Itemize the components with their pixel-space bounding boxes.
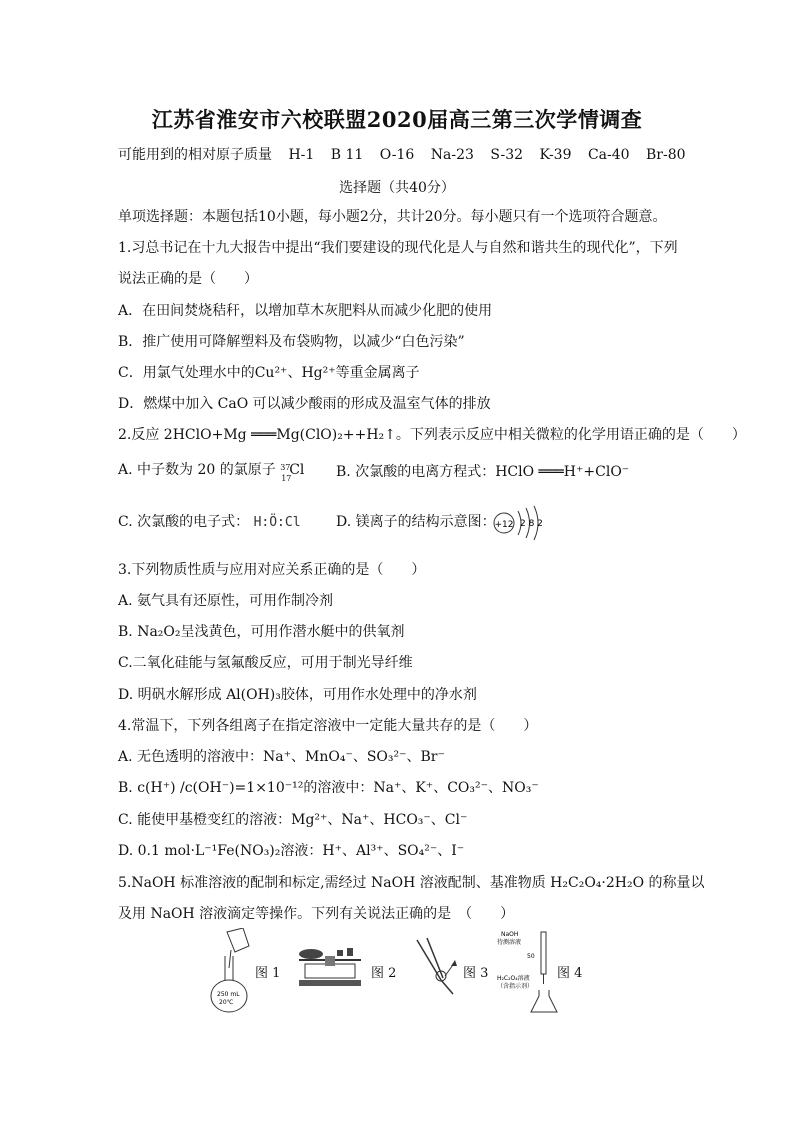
q2-option-c — [118, 513, 301, 532]
burette-label-solution: 待测溶液 — [497, 939, 522, 946]
figure-4-label: 图 4 — [557, 966, 583, 981]
balance-figure — [295, 946, 365, 996]
nucleus-charge: +12 — [494, 520, 514, 530]
q1-stem-2: 说法正确的是（ ） — [118, 271, 258, 287]
q4-option-c: C. 能使甲基橙变红的溶液：Mg²⁺、Na⁺、HCO₃⁻、Cl⁻ — [118, 812, 468, 828]
q5-figures — [205, 928, 605, 1018]
q2-option-d-text: D. 镁离子的结构示意图： — [336, 514, 496, 530]
burette-label-naoh: NaOH — [501, 931, 519, 938]
conical-label-solution: H₂C₂O₄溶液 — [497, 975, 530, 982]
figure-1-label: 图 1 — [255, 966, 281, 981]
burette-reading: 50 — [527, 953, 535, 960]
q1-option-c: C．用氯气处理水中的Cu²⁺、Hg²⁺等重金属离子 — [118, 365, 420, 381]
q4-option-a: A. 无色透明的溶液中：Na⁺、MnO₄⁻、SO₃²⁻、Br⁻ — [118, 749, 445, 765]
q1-stem-1: 1.习总书记在十九大报告中提出“我们要建设的现代化是人与自然和谐共生的现代化”，下列 — [118, 240, 678, 256]
flask-volume-label: 250 mL — [217, 991, 240, 998]
q2-option-a-text: A. 中子数为 20 的氯原子 — [118, 462, 276, 478]
electron-shells: 2 8 2 — [520, 519, 543, 529]
q3-option-c: C.二氧化硅能与氢氟酸反应，可用于制光导纤维 — [118, 655, 413, 671]
isotope-atomic-number: 17 — [281, 474, 292, 483]
mass-k: K-39 — [539, 147, 572, 163]
electron-formula: H:Ö:Cl — [253, 515, 301, 530]
q1-option-d: D．燃煤中加入 CaO 可以减少酸雨的形成及温室气体的排放 — [118, 396, 491, 412]
mass-br: Br-80 — [646, 147, 686, 163]
mass-h: H-1 — [288, 147, 315, 163]
volumetric-flask-figure — [205, 928, 255, 1016]
mass-na: Na-23 — [430, 147, 474, 163]
q4-option-d: D. 0.1 mol·L⁻¹Fe(NO₃)₂溶液：H⁺、Al³⁺、SO₄²⁻、I⁻ — [118, 843, 465, 859]
isotope-mass-number: 37 — [280, 463, 291, 472]
page-title: 江苏省淮安市六校联盟2020届高三第三次学情调查 — [151, 107, 643, 132]
q2-stem: 2.反应 2HClO+Mg ═══Mg(ClO)₂++H₂↑。下列表示反应中相关微粒的化学用语正确的是（ ） — [118, 427, 746, 443]
tweezers-figure — [411, 936, 461, 996]
conical-label-indicator: （含指示剂） — [497, 983, 534, 990]
q2-option-b: B. 次氯酸的电离方程式：HClO ═══H⁺+ClO⁻ — [336, 464, 630, 480]
mass-ca: Ca-40 — [587, 147, 630, 163]
q5-stem-1: 5.NaOH 标准溶液的配制和标定,需经过 NaOH 溶液配制、基准物质 H₂C₂O₄·2H₂O 的称量以 — [118, 875, 705, 891]
isotope-symbol: Cl — [289, 462, 305, 478]
q3-stem: 3.下列物质性质与应用对应关系正确的是（ ） — [118, 562, 426, 578]
q2-option-d — [336, 513, 496, 531]
q2-option-c-text: C. 次氯酸的电子式： — [118, 514, 250, 530]
q1-option-b: B．推广使用可降解塑料及布袋购物，以减少“白色污染” — [118, 334, 465, 350]
atomic-masses-label: 可能用到的相对原子质量 — [118, 147, 272, 163]
chlorine-isotope-notation — [280, 461, 305, 483]
figure-2-label: 图 2 — [371, 966, 397, 981]
figure-3-label: 图 3 — [463, 966, 489, 981]
q5-stem-2: 及用 NaOH 溶液滴定等操作。下列有关说法正确的是 （ ） — [118, 906, 515, 922]
instructions: 单项选择题：本题包括10小题，每小题2分，共计20分。每小题只有一个选项符合题意。 — [118, 209, 667, 225]
titration-figure — [495, 928, 565, 1016]
q4-stem: 4.常温下，下列各组离子在指定溶液中一定能大量共存的是（ ） — [118, 718, 538, 734]
q3-option-b: B. Na₂O₂呈浅黄色，可用作潜水艇中的供氧剂 — [118, 624, 405, 640]
mass-o: O-16 — [379, 147, 415, 163]
q1-option-a: A．在田间焚烧秸秆，以增加草木灰肥料从而减少化肥的使用 — [118, 303, 493, 319]
q4-option-b: B. c(H⁺) /c(OH⁻)=1×10⁻¹²的溶液中：Na⁺、K⁺、CO₃²⁻、NO₃⁻ — [118, 780, 539, 796]
magnesium-ion-diagram — [492, 503, 552, 543]
flask-temp-label: 20℃ — [219, 999, 234, 1006]
section-title: 选择题（共40分） — [339, 180, 455, 196]
mass-s: S-32 — [490, 147, 524, 163]
q3-option-a: A. 氨气具有还原性，可用作制冷剂 — [118, 593, 334, 609]
atomic-masses-line — [118, 146, 698, 164]
q2-option-a — [118, 461, 305, 483]
q3-option-d: D. 明矾水解形成 Al(OH)₃胶体，可用作水处理中的净水剂 — [118, 687, 477, 703]
mass-b: B 11 — [330, 147, 364, 163]
